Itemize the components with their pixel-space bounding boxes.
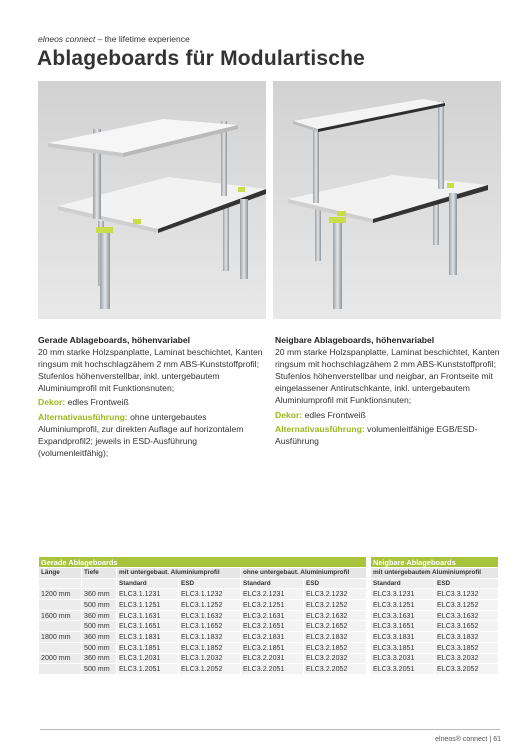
article-number-cell: ELC3.1.1252 (179, 600, 241, 611)
straight-boards-dekor (38, 396, 263, 408)
column-header-length: Länge (39, 568, 82, 579)
straight-boards-alternative (38, 411, 263, 459)
article-number-cell: ELC3.3.1652 (435, 621, 499, 632)
length-cell: 1200 mm (39, 589, 82, 600)
table-row (371, 600, 499, 611)
article-number-cell: ELC3.3.2052 (435, 664, 499, 675)
column-group-with-profile: mit untergebaut. Aluminiumprofil (117, 568, 241, 579)
article-number-cell: ELC3.1.2052 (179, 664, 241, 675)
footer-brand: elneos® connect (435, 736, 488, 743)
tagline-brand: elneos connect (38, 34, 96, 44)
article-number-cell: ELC3.2.1252 (304, 600, 367, 611)
length-cell (39, 642, 82, 653)
table-title-row (39, 557, 367, 568)
depth-cell: 360 mm (82, 632, 117, 643)
article-number-cell: ELC3.3.2051 (371, 664, 435, 675)
table-row (39, 664, 367, 675)
inclined-boards-heading: Neigbare Ablageboards, höhenvariabel (275, 335, 435, 345)
article-number-cell: ELC3.2.1652 (304, 621, 367, 632)
top-margin (0, 0, 529, 20)
article-number-cell: ELC3.1.1632 (179, 610, 241, 621)
article-number-cell: ELC3.3.1631 (371, 610, 435, 621)
table-row (39, 642, 367, 653)
article-number-cell: ELC3.3.1231 (371, 589, 435, 600)
article-number-cell: ELC3.3.1852 (435, 642, 499, 653)
column-header-standard: Standard (241, 578, 304, 589)
article-number-cell: ELC3.2.1631 (241, 610, 304, 621)
alternative-value: ohne untergebautes Aluminiumprofil, zur direkten Auflage auf horizontalem Expandprofil2; jeweils in ESD-Ausführung (volumenleitfähig); (38, 411, 244, 458)
article-number-cell: ELC3.3.1851 (371, 642, 435, 653)
length-cell: 2000 mm (39, 653, 82, 664)
dekor-label: Dekor: (38, 397, 66, 408)
length-cell (39, 621, 82, 632)
alternative-label: Alternativausführung: (275, 423, 365, 434)
column-header-esd: ESD (179, 578, 241, 589)
inclined-shelf-table-photo (273, 81, 501, 319)
table-title: Gerade Ablageboards (39, 557, 367, 568)
article-number-cell: ELC3.3.1232 (435, 589, 499, 600)
table-title-row (371, 557, 499, 568)
article-number-cell: ELC3.2.1232 (304, 589, 367, 600)
column-group-without-profile: ohne untergebaut. Aluminiumprofil (241, 568, 367, 579)
article-number-cell: ELC3.2.2032 (304, 653, 367, 664)
table-row (371, 664, 499, 675)
table-subheader-row (39, 578, 367, 589)
depth-cell: 500 mm (82, 642, 117, 653)
article-number-cell: ELC3.2.2031 (241, 653, 304, 664)
article-number-cell: ELC3.1.1631 (117, 610, 179, 621)
empty-cell (82, 578, 117, 589)
depth-cell: 360 mm (82, 589, 117, 600)
footer-divider (40, 729, 500, 730)
inclined-boards-alternative (275, 423, 500, 447)
article-number-cell: ELC3.3.2031 (371, 653, 435, 664)
depth-cell: 360 mm (82, 610, 117, 621)
page-number: 61 (493, 736, 501, 743)
article-number-cell: ELC3.1.1232 (179, 589, 241, 600)
table-row (371, 642, 499, 653)
empty-cell (39, 578, 82, 589)
depth-cell: 500 mm (82, 621, 117, 632)
article-number-cell: ELC3.3.1832 (435, 632, 499, 643)
column-header-depth: Tiefe (82, 568, 117, 579)
column-header-esd: ESD (304, 578, 367, 589)
article-number-cell: ELC3.2.1832 (304, 632, 367, 643)
alternative-value: volumenleitfähige EGB/ESD-Ausführung (275, 423, 478, 446)
dekor-label: Dekor: (275, 409, 303, 420)
column-group-with-profile: mit untergebautem Aluminiumprofil (371, 568, 499, 579)
article-number-cell: ELC3.3.1831 (371, 632, 435, 643)
footer-separator: | (489, 736, 492, 743)
table-header-row (371, 568, 499, 579)
article-number-cell: ELC3.2.1231 (241, 589, 304, 600)
article-number-cell: ELC3.2.2051 (241, 664, 304, 675)
inclined-boards-dekor (275, 409, 500, 421)
inclined-boards-description (275, 334, 500, 447)
inclined-boards-body: 20 mm starke Holzspanplatte, Laminat beschichtet, Kanten ringsum mit hochschlagzähem 2 mm ABS-Kunststoffprofil; Stufenlos höhenverstellbar und neigbar, an Frontseite mit eingelassener Antirutschkante, inkl. untergebautem Aluminiumprofil mit Funktionsnuten; (275, 347, 500, 406)
article-number-cell: ELC3.1.2051 (117, 664, 179, 675)
depth-cell: 500 mm (82, 600, 117, 611)
depth-cell: 360 mm (82, 653, 117, 664)
inclined-boards-table (370, 556, 498, 675)
column-header-standard: Standard (117, 578, 179, 589)
article-number-cell: ELC3.2.2052 (304, 664, 367, 675)
article-number-cell: ELC3.3.1632 (435, 610, 499, 621)
article-number-cell: ELC3.1.2031 (117, 653, 179, 664)
tagline-text: – the lifetime experience (95, 34, 190, 44)
length-cell (39, 664, 82, 675)
column-header-standard: Standard (371, 578, 435, 589)
table-title: Neigbare Ablageboards (371, 557, 499, 568)
straight-shelf-table-photo (38, 81, 266, 319)
article-number-cell: ELC3.1.1832 (179, 632, 241, 643)
article-number-cell: ELC3.1.1652 (179, 621, 241, 632)
table-subheader-row (371, 578, 499, 589)
table-row (371, 610, 499, 621)
article-number-cell: ELC3.1.1251 (117, 600, 179, 611)
table-row (39, 632, 367, 643)
article-number-cell: ELC3.3.2032 (435, 653, 499, 664)
table-row (371, 632, 499, 643)
article-number-cell: ELC3.2.1852 (304, 642, 367, 653)
straight-boards-heading: Gerade Ablageboards, höhenvariabel (38, 335, 191, 345)
length-cell (39, 600, 82, 611)
table-row (39, 589, 367, 600)
straight-boards-description (38, 334, 263, 459)
article-number-cell: ELC3.1.2032 (179, 653, 241, 664)
length-cell: 1800 mm (39, 632, 82, 643)
article-number-cell: ELC3.3.1651 (371, 621, 435, 632)
page-footer (435, 736, 501, 743)
tagline (38, 34, 190, 44)
article-number-cell: ELC3.2.1651 (241, 621, 304, 632)
length-cell: 1600 mm (39, 610, 82, 621)
article-number-cell: ELC3.1.1852 (179, 642, 241, 653)
dekor-value: edles Frontweiß (65, 397, 129, 408)
article-number-cell: ELC3.1.1851 (117, 642, 179, 653)
straight-boards-body: 20 mm starke Holzspanplatte, Laminat beschichtet, Kanten ringsum mit hochschlagzähem 2 mm ABS-Kunststoffprofil; Stufenlos höhenverstellbar, inkl. untergebautem Aluminiumprofil mit Funktionsnuten; (38, 347, 263, 394)
table-row (371, 621, 499, 632)
article-number-cell: ELC3.1.1651 (117, 621, 179, 632)
article-number-cell: ELC3.3.1252 (435, 600, 499, 611)
article-number-cell: ELC3.2.1632 (304, 610, 367, 621)
table-row (39, 653, 367, 664)
depth-cell: 500 mm (82, 664, 117, 675)
article-number-cell: ELC3.2.1851 (241, 642, 304, 653)
article-number-cell: ELC3.3.1251 (371, 600, 435, 611)
dekor-value: edles Frontweiß (302, 409, 366, 420)
table-header-row (39, 568, 367, 579)
table-row (371, 589, 499, 600)
straight-boards-table (38, 556, 366, 675)
article-number-cell: ELC3.1.1231 (117, 589, 179, 600)
article-number-cell: ELC3.1.1831 (117, 632, 179, 643)
article-number-cell: ELC3.2.1831 (241, 632, 304, 643)
column-header-esd: ESD (435, 578, 499, 589)
table-row (371, 653, 499, 664)
article-number-cell: ELC3.2.1251 (241, 600, 304, 611)
table-row (39, 621, 367, 632)
alternative-label: Alternativausführung: (38, 411, 128, 422)
page-title: Ablageboards für Modulartische (37, 47, 366, 70)
table-row (39, 600, 367, 611)
table-row (39, 610, 367, 621)
